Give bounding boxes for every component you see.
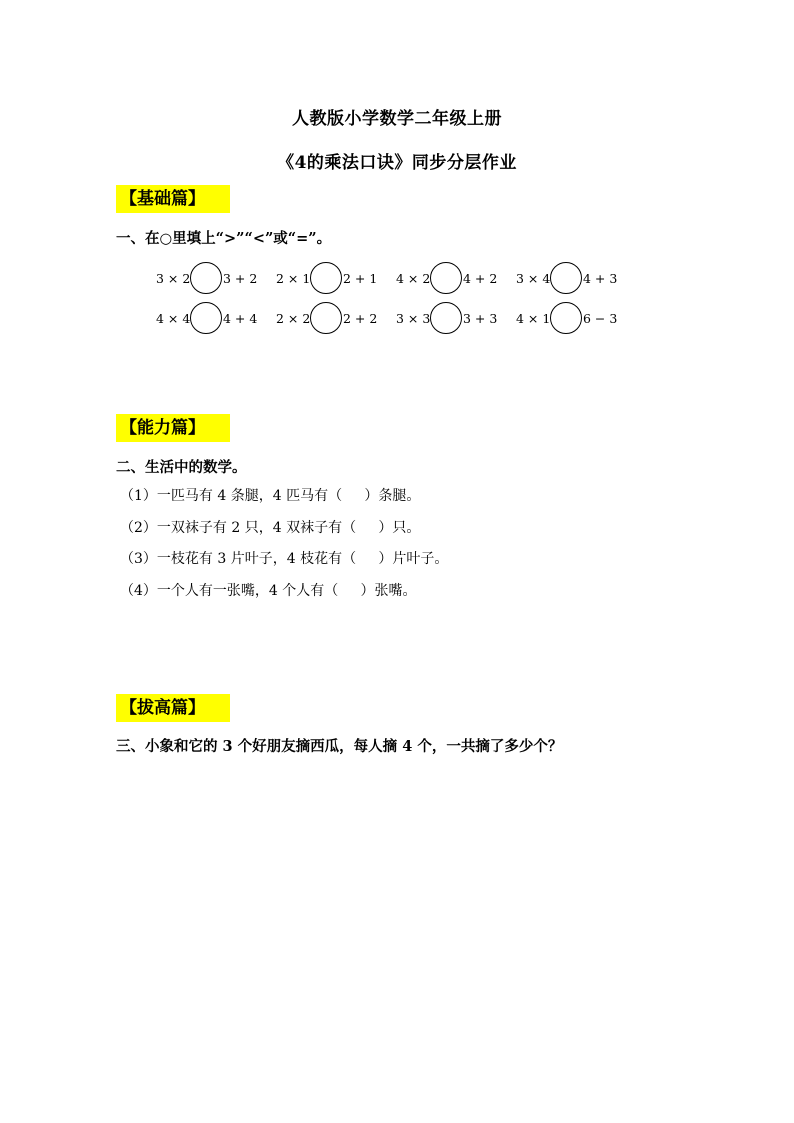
answer-circle[interactable] (430, 262, 462, 294)
compare-right: 4 + 4 (223, 310, 258, 326)
compare-item (516, 302, 636, 334)
list-item: （1）一匹马有 4 条腿，4 匹马有（ ）条腿。 (120, 488, 421, 504)
answer-circle[interactable] (190, 262, 222, 294)
answer-circle[interactable] (190, 302, 222, 334)
section-tag-basic: 【基础篇】 (116, 185, 230, 213)
compare-grid (156, 258, 636, 338)
compare-left: 3 × 3 (396, 310, 431, 326)
compare-right: 3 + 3 (463, 310, 498, 326)
page-title: 人教版小学数学二年级上册 (292, 109, 502, 129)
compare-left: 2 × 1 (276, 270, 311, 286)
answer-circle[interactable] (430, 302, 462, 334)
answer-circle[interactable] (550, 302, 582, 334)
question-1: 一、在○里填上“>”“<”或“=”。 (116, 230, 332, 247)
answer-circle[interactable] (550, 262, 582, 294)
list-item: （4）一个人有一张嘴，4 个人有（ ）张嘴。 (120, 582, 417, 599)
compare-right: 4 + 3 (583, 270, 618, 286)
compare-row (156, 258, 636, 298)
compare-item (276, 302, 396, 334)
list-item: （3）一枝花有 3 片叶子，4 枝花有（ ）片叶子。 (120, 551, 449, 567)
compare-item (156, 302, 276, 334)
compare-left: 2 × 2 (276, 310, 311, 326)
compare-right: 4 + 2 (463, 270, 498, 286)
compare-right: 6 − 3 (583, 310, 618, 326)
compare-right: 3 + 2 (223, 270, 258, 286)
compare-right: 2 + 2 (343, 310, 378, 326)
question-3: 三、小象和它的 3 个好朋友摘西瓜，每人摘 4 个，一共摘了多少个？ (116, 738, 563, 755)
compare-item (276, 262, 396, 294)
section-tag-ability: 【能力篇】 (116, 414, 230, 442)
answer-circle[interactable] (310, 262, 342, 294)
compare-item (156, 262, 276, 294)
compare-left: 4 × 2 (396, 270, 431, 286)
compare-left: 4 × 1 (516, 310, 551, 326)
compare-item (516, 262, 636, 294)
section-tag-advanced: 【拔高篇】 (116, 694, 230, 722)
compare-left: 3 × 4 (516, 270, 551, 286)
compare-item (396, 302, 516, 334)
word-problems-list (120, 484, 448, 610)
compare-left: 4 × 4 (156, 310, 191, 326)
answer-circle[interactable] (310, 302, 342, 334)
compare-row (156, 298, 636, 338)
compare-right: 2 + 1 (343, 270, 378, 286)
compare-left: 3 × 2 (156, 270, 191, 286)
question-2: 二、生活中的数学。 (116, 459, 247, 476)
compare-item (396, 262, 516, 294)
page-subtitle: 《4的乘法口诀》同步分层作业 (277, 153, 517, 173)
list-item: （2）一双袜子有 2 只，4 双袜子有（ ）只。 (120, 519, 421, 536)
